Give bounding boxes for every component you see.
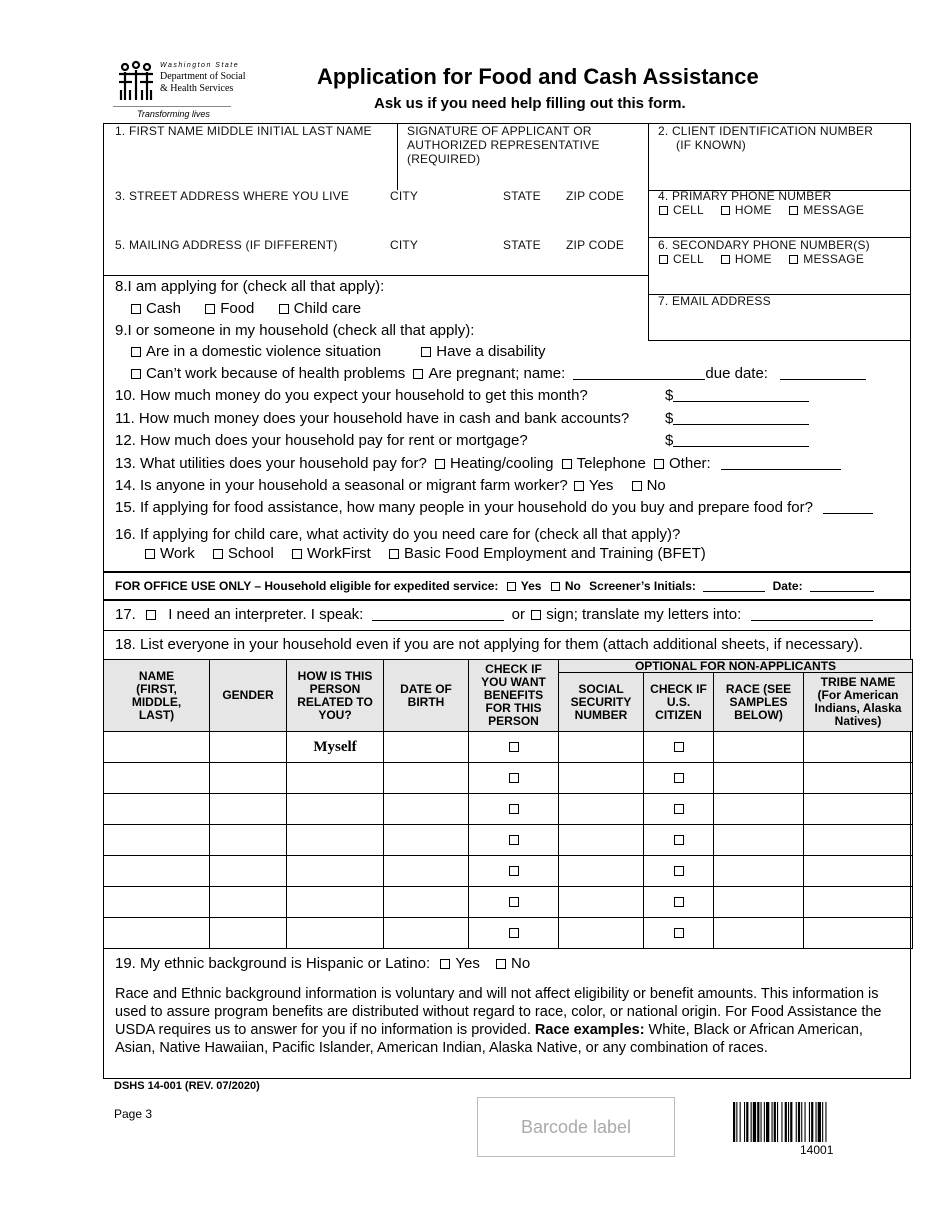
col-citizen-header: CHECK IF U.S. CITIZEN — [644, 673, 714, 732]
col-race-header: RACE (SEE SAMPLES BELOW) — [714, 673, 804, 732]
barcode-bar — [761, 1102, 762, 1142]
cell-gender[interactable] — [210, 794, 287, 825]
mailing-state-label: STATE — [503, 238, 541, 252]
cell-dob[interactable] — [384, 763, 469, 794]
office-use-row: FOR OFFICE USE ONLY – Household eligible for expedited service: Yes No Screener’s Initials: Date: — [115, 579, 874, 593]
household-table — [103, 659, 913, 949]
barcode-bar — [798, 1102, 800, 1142]
language-input[interactable] — [372, 620, 504, 621]
q10-amount: $ — [665, 387, 809, 405]
barcode-bar — [774, 1102, 776, 1142]
cell-relation[interactable] — [287, 887, 384, 918]
signature-field[interactable] — [407, 124, 600, 166]
benefits-checkbox[interactable] — [509, 928, 519, 938]
cell-race[interactable] — [714, 856, 804, 887]
q12-amount: $ — [665, 432, 809, 450]
barcode-bar — [733, 1102, 735, 1142]
barcode-bar — [753, 1102, 756, 1142]
cell-relation[interactable] — [287, 732, 384, 763]
logo-divider — [113, 106, 231, 107]
cell-race[interactable] — [714, 794, 804, 825]
page-number: Page 3 — [114, 1107, 153, 1121]
q9-row2: Can’t work because of health problems Are pregnant; name: due date: — [131, 365, 866, 383]
secondary-phone-options: CELL HOME MESSAGE — [659, 252, 864, 266]
cell-race[interactable] — [714, 887, 804, 918]
pregnant-checkbox[interactable] — [413, 369, 423, 379]
client-id-sublabel: (IF KNOWN) — [676, 138, 746, 152]
q17-row: 17. I need an interpreter. I speak: or sign; translate my letters into: — [115, 606, 873, 624]
school-checkbox[interactable] — [213, 549, 223, 559]
mailing-address-field[interactable]: 5. MAILING ADDRESS (IF DIFFERENT) — [115, 238, 338, 252]
cell-name[interactable] — [104, 732, 210, 763]
barcode-bar — [818, 1102, 821, 1142]
food-checkbox[interactable] — [205, 304, 215, 314]
barcode-bar — [825, 1102, 826, 1142]
cell-race[interactable] — [714, 763, 804, 794]
agency-state: Washington State — [160, 62, 240, 69]
q11-text: 11. How much money does your household have in cash and bank accounts? — [115, 410, 630, 427]
cell-benefits[interactable] — [469, 856, 559, 887]
cell-name[interactable] — [104, 856, 210, 887]
barcode-bar — [781, 1102, 782, 1142]
barcode-bar — [777, 1102, 778, 1142]
client-id-label: 2. CLIENT IDENTIFICATION NUMBER — [658, 124, 874, 138]
primary-cell-checkbox[interactable] — [659, 206, 668, 215]
barcode-label-box — [477, 1097, 675, 1157]
farmworker-yes-checkbox[interactable] — [574, 481, 584, 491]
street-city-label: CITY — [390, 189, 419, 203]
q13-row: 13. What utilities does your household pay for? Heating/cooling Telephone Other: — [115, 455, 841, 473]
cell-citizen[interactable] — [644, 856, 714, 887]
cell-gender[interactable] — [210, 825, 287, 856]
barcode-bar — [740, 1102, 741, 1142]
screener-initials-input[interactable] — [703, 591, 765, 592]
barcode — [733, 1102, 905, 1142]
page-subtitle: Ask us if you need help filling out this form. — [374, 95, 686, 112]
barcode-bar — [746, 1102, 748, 1142]
first-name-field[interactable]: 1. FIRST NAME MIDDLE INITIAL LAST NAME — [115, 124, 372, 138]
cell-citizen[interactable] — [644, 794, 714, 825]
barcode-bar — [805, 1102, 806, 1142]
cell-benefits[interactable] — [469, 918, 559, 949]
q16-text: 16. If applying for child care, what activity do you need care for (check all that apply)? — [115, 526, 681, 543]
table-row — [104, 794, 913, 825]
cell-gender[interactable] — [210, 732, 287, 763]
citizen-checkbox[interactable] — [674, 897, 684, 907]
table-row — [104, 887, 913, 918]
secondary-cell-checkbox[interactable] — [659, 255, 668, 264]
col-ssn-header: SOCIAL SECURITY NUMBER — [559, 673, 644, 732]
disability-checkbox[interactable] — [421, 347, 431, 357]
cell-dob[interactable] — [384, 887, 469, 918]
barcode-bar — [766, 1102, 769, 1142]
barcode-bar — [816, 1102, 817, 1142]
cell-citizen[interactable] — [644, 732, 714, 763]
dv-checkbox[interactable] — [131, 347, 141, 357]
cell-dob[interactable] — [384, 825, 469, 856]
barcode-bar — [785, 1102, 787, 1142]
cell-relation[interactable] — [287, 918, 384, 949]
mailing-zip-label: ZIP CODE — [566, 238, 625, 252]
cell-ssn[interactable] — [559, 856, 644, 887]
col-benefits-header: CHECK IF YOU WANT BENEFITS FOR THIS PERSON — [469, 660, 559, 732]
cell-tribe[interactable] — [804, 918, 913, 949]
heating-checkbox[interactable] — [435, 459, 445, 469]
cell-name[interactable] — [104, 825, 210, 856]
cell-citizen[interactable] — [644, 887, 714, 918]
cell-ssn[interactable] — [559, 825, 644, 856]
q8-options: Cash Food Child care — [131, 300, 361, 318]
benefits-checkbox[interactable] — [509, 804, 519, 814]
agency-dept-2: & Health Services — [160, 83, 234, 94]
barcode-bar — [790, 1102, 792, 1142]
table-row — [104, 918, 913, 949]
agency-dept-1: Department of Social — [160, 71, 246, 82]
relation-myself: Myself — [313, 739, 357, 755]
barcode-number: 14001 — [800, 1143, 834, 1157]
cell-name[interactable] — [104, 763, 210, 794]
cell-citizen[interactable] — [644, 763, 714, 794]
q12-amount-input[interactable] — [673, 446, 809, 447]
table-row — [104, 763, 913, 794]
race-note: Race and Ethnic background information is voluntary and will not affect eligibility or benefit amounts. This information is used to assure program benefits are distributed without regard to race, color, or national origin. For Food Assistance the USDA requires us to answer for you if no information is provided. Race examples: White, Black or African American, Asian, Native Hawaiian, Pacific Islander, American Indian, Alaska Native, or any combination of races. — [115, 986, 882, 1056]
cell-dob[interactable] — [384, 856, 469, 887]
cell-benefits[interactable] — [469, 825, 559, 856]
office-date-input[interactable] — [810, 591, 874, 592]
primary-home-checkbox[interactable] — [721, 206, 730, 215]
table-row — [104, 732, 913, 763]
cell-ssn[interactable] — [559, 918, 644, 949]
expedited-yes-checkbox[interactable] — [507, 582, 516, 591]
cell-name[interactable] — [104, 794, 210, 825]
q10-text: 10. How much money do you expect your household to get this month? — [115, 387, 588, 404]
q9-text: 9.I or someone in my household (check all that apply): — [115, 322, 475, 339]
col-relation-header: HOW IS THIS PERSON RELATED TO YOU? — [287, 660, 384, 732]
cell-tribe[interactable] — [804, 794, 913, 825]
q15-row: 15. If applying for food assistance, how many people in your household do you buy and prepare food for? — [115, 499, 873, 517]
secondary-home-checkbox[interactable] — [721, 255, 730, 264]
cell-gender[interactable] — [210, 856, 287, 887]
benefits-checkbox[interactable] — [509, 866, 519, 876]
q9-row1: Are in a domestic violence situation Have a disability — [131, 343, 546, 361]
cell-ssn[interactable] — [559, 887, 644, 918]
barcode-bar — [811, 1102, 813, 1142]
q8-text: 8.I am applying for (check all that apply): — [115, 278, 385, 295]
cell-name[interactable] — [104, 887, 210, 918]
cell-ssn[interactable] — [559, 732, 644, 763]
cell-relation[interactable] — [287, 794, 384, 825]
barcode-bar — [772, 1102, 773, 1142]
cell-tribe[interactable] — [804, 763, 913, 794]
barcode-bar — [809, 1102, 810, 1142]
cash-checkbox[interactable] — [131, 304, 141, 314]
barcode-bar — [788, 1102, 789, 1142]
street-zip-label: ZIP CODE — [566, 189, 625, 203]
table-row — [104, 825, 913, 856]
secondary-phone-label: 6. SECONDARY PHONE NUMBER(S) — [658, 238, 870, 252]
q18-text: 18. List everyone in your household even if you are not applying for them (attach additional sheets, if necessary). — [115, 636, 863, 653]
client-id-field[interactable] — [658, 124, 873, 152]
benefits-checkbox[interactable] — [509, 835, 519, 845]
citizen-checkbox[interactable] — [674, 773, 684, 783]
q19-row: 19. My ethnic background is Hispanic or Latino: Yes No — [115, 955, 531, 972]
due-date-input[interactable] — [780, 379, 866, 380]
page-title: Application for Food and Cash Assistance — [317, 64, 759, 89]
cell-tribe[interactable] — [804, 825, 913, 856]
letter-language-input[interactable] — [751, 620, 873, 621]
agency-tagline: Transforming lives — [137, 109, 210, 119]
other-utility-checkbox[interactable] — [654, 459, 664, 469]
cell-relation[interactable] — [287, 763, 384, 794]
citizen-checkbox[interactable] — [674, 866, 684, 876]
barcode-bar — [796, 1102, 797, 1142]
street-address-field[interactable]: 3. STREET ADDRESS WHERE YOU LIVE — [115, 189, 350, 203]
sign-language-checkbox[interactable] — [531, 610, 541, 620]
form-id: DSHS 14-001 (REV. 07/2020) — [114, 1080, 260, 1092]
pregnant-name-input[interactable] — [573, 379, 705, 380]
cell-race[interactable] — [714, 732, 804, 763]
cell-dob[interactable] — [384, 794, 469, 825]
expedited-no-checkbox[interactable] — [551, 582, 560, 591]
barcode-bar — [764, 1102, 765, 1142]
q11-amount-input[interactable] — [673, 424, 809, 425]
childcare-checkbox[interactable] — [279, 304, 289, 314]
workfirst-checkbox[interactable] — [292, 549, 302, 559]
hispanic-no-checkbox[interactable] — [496, 959, 506, 969]
barcode-label-text: Barcode label — [520, 1116, 632, 1137]
col-name-header: NAME (FIRST, MIDDLE, LAST) — [104, 660, 210, 732]
signature-label-2: AUTHORIZED REPRESENTATIVE — [407, 138, 600, 152]
col-dob-header: DATE OF BIRTH — [384, 660, 469, 732]
citizen-checkbox[interactable] — [674, 804, 684, 814]
cell-tribe[interactable] — [804, 887, 913, 918]
q14-row: 14. Is anyone in your household a seasonal or migrant farm worker? Yes No — [115, 477, 666, 494]
cell-gender[interactable] — [210, 918, 287, 949]
cell-gender[interactable] — [210, 887, 287, 918]
cell-benefits[interactable] — [469, 887, 559, 918]
dshs-people-icon — [115, 60, 157, 102]
cell-citizen[interactable] — [644, 918, 714, 949]
benefits-checkbox[interactable] — [509, 773, 519, 783]
signature-label-1: SIGNATURE OF APPLICANT OR — [407, 124, 592, 138]
benefits-checkbox[interactable] — [509, 742, 519, 752]
interpreter-checkbox[interactable] — [146, 610, 156, 620]
signature-label-3: (REQUIRED) — [407, 152, 481, 166]
cell-tribe[interactable] — [804, 732, 913, 763]
barcode-bar — [822, 1102, 823, 1142]
other-utility-input[interactable] — [721, 469, 841, 470]
col-gender-header: GENDER — [210, 660, 287, 732]
cell-race[interactable] — [714, 825, 804, 856]
cell-relation[interactable] — [287, 856, 384, 887]
cell-ssn[interactable] — [559, 763, 644, 794]
table-row — [104, 856, 913, 887]
cell-benefits[interactable] — [469, 794, 559, 825]
barcode-bar — [801, 1102, 802, 1142]
col-tribe-header: TRIBE NAME (For American Indians, Alaska Natives) — [804, 673, 913, 732]
q16-options: Work School WorkFirst Basic Food Employment and Training (BFET) — [145, 545, 706, 563]
optional-header: OPTIONAL FOR NON-APPLICANTS — [559, 660, 913, 673]
email-field[interactable]: 7. EMAIL ADDRESS — [658, 294, 771, 308]
health-checkbox[interactable] — [131, 369, 141, 379]
farmworker-no-checkbox[interactable] — [632, 481, 642, 491]
primary-message-checkbox[interactable] — [789, 206, 798, 215]
primary-phone-options: CELL HOME MESSAGE — [659, 203, 864, 217]
cell-name[interactable] — [104, 918, 210, 949]
barcode-bar — [744, 1102, 745, 1142]
citizen-checkbox[interactable] — [674, 928, 684, 938]
cell-dob[interactable] — [384, 732, 469, 763]
cell-ssn[interactable] — [559, 794, 644, 825]
barcode-bar — [751, 1102, 752, 1142]
cell-benefits[interactable] — [469, 763, 559, 794]
cell-relation[interactable] — [287, 825, 384, 856]
citizen-checkbox[interactable] — [674, 742, 684, 752]
citizen-checkbox[interactable] — [674, 835, 684, 845]
hispanic-yes-checkbox[interactable] — [440, 959, 450, 969]
work-checkbox[interactable] — [145, 549, 155, 559]
dshs-logo — [113, 60, 246, 120]
cell-tribe[interactable] — [804, 856, 913, 887]
cell-gender[interactable] — [210, 763, 287, 794]
cell-citizen[interactable] — [644, 825, 714, 856]
barcode-bar — [736, 1102, 737, 1142]
q10-amount-input[interactable] — [673, 401, 809, 402]
barcode-bar — [757, 1102, 759, 1142]
barcode-icon — [733, 1102, 905, 1142]
cell-dob[interactable] — [384, 918, 469, 949]
q12-text: 12. How much does your household pay for rent or mortgage? — [115, 432, 528, 449]
street-state-label: STATE — [503, 189, 541, 203]
q11-amount: $ — [665, 410, 809, 428]
food-people-count-input[interactable] — [823, 513, 873, 514]
cell-race[interactable] — [714, 918, 804, 949]
secondary-message-checkbox[interactable] — [789, 255, 798, 264]
cell-benefits[interactable] — [469, 732, 559, 763]
mailing-city-label: CITY — [390, 238, 419, 252]
benefits-checkbox[interactable] — [509, 897, 519, 907]
bfet-checkbox[interactable] — [389, 549, 399, 559]
telephone-checkbox[interactable] — [562, 459, 572, 469]
primary-phone-label: 4. PRIMARY PHONE NUMBER — [658, 189, 832, 203]
